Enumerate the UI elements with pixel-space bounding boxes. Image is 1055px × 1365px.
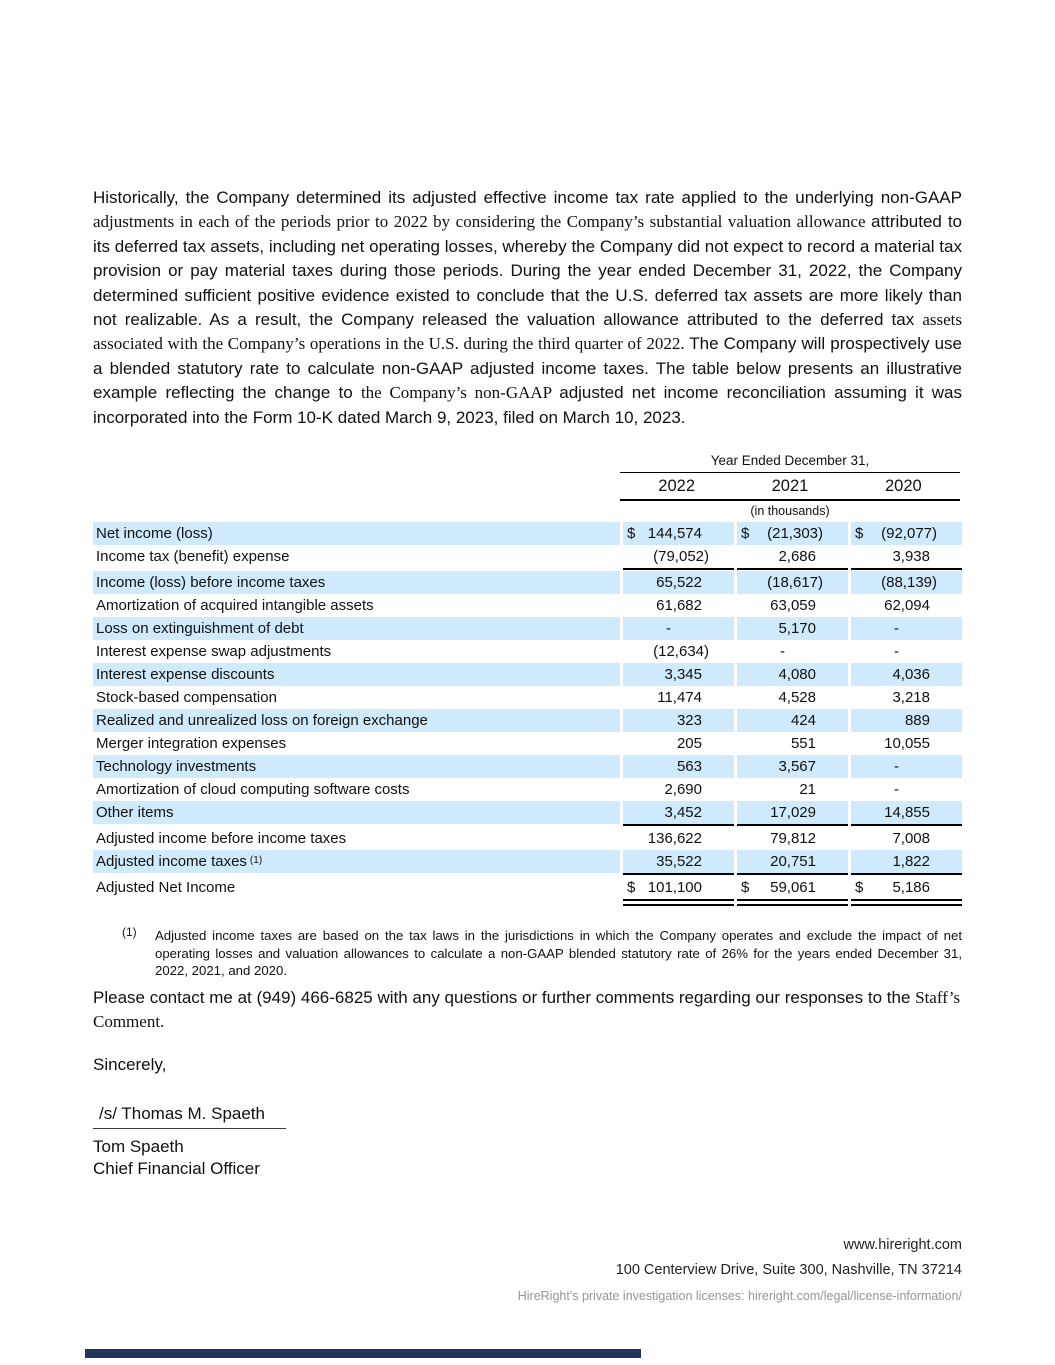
value-text: 101,100	[647, 879, 702, 896]
value-text: 3,452	[664, 804, 702, 821]
rule-segment	[851, 824, 962, 826]
table-row	[93, 663, 962, 686]
row-value	[851, 801, 962, 824]
row-value	[851, 827, 962, 850]
value-text: 5,186	[892, 879, 930, 896]
value-text: 17,029	[770, 804, 816, 821]
row-value	[851, 522, 962, 545]
value-text: 11,474	[657, 689, 702, 706]
currency-symbol: $	[627, 525, 636, 542]
row-value	[737, 709, 848, 732]
row-label: Merger integration expenses	[96, 735, 287, 752]
signature-block	[93, 1104, 286, 1180]
value-text: 563	[676, 758, 702, 775]
text-segment: attributed to its deferred tax assets, including net operating losses, whereby the Company did not expect to record a material tax provision or pay material taxes during those periods. During the year ended December 31, 2022, the Company determined sufficient positive evidence existed to conclude that the U.S. deferred tax assets are more likely than not realizable. As a result, the Company released the valuation allowance attributed to the deferred tax	[93, 212, 962, 330]
value-text: (92,077)	[881, 525, 937, 542]
financial-table	[93, 452, 962, 907]
table-row	[93, 545, 962, 568]
rule-segment	[851, 899, 962, 906]
text-segment: the Company’s non-GAAP	[360, 383, 560, 403]
row-value	[851, 617, 962, 640]
value-text: 205	[676, 735, 702, 752]
table-row	[93, 850, 962, 873]
signatory-title: Chief Financial Officer	[93, 1159, 260, 1178]
value-text: -	[894, 758, 899, 775]
row-value	[851, 732, 962, 755]
row-value	[737, 617, 848, 640]
text-segment: Historically, the Company determined its adjusted effective income tax rate applied to the underlying non-GAAP	[93, 188, 962, 207]
row-label: Interest expense discounts	[93, 663, 620, 686]
signature-rule	[93, 1128, 286, 1129]
signatory-name: Tom Spaeth	[93, 1137, 184, 1156]
row-value	[737, 686, 848, 709]
row-label: Technology investments	[93, 755, 620, 778]
value-text: 21	[799, 781, 816, 798]
row-label: Other items	[93, 801, 620, 824]
value-text: 551	[790, 735, 816, 752]
rule-segment	[737, 899, 848, 906]
footnote-text: Adjusted income taxes are based on the tax laws in the jurisdictions in which the Company operates and exclude the impact of net operating losses and valuation allowances to calculate a non-GAAP blended statutory rate of 26% for the years ended December 31, 2022, 2021, and 2020.	[155, 928, 962, 979]
table-double-rule	[93, 899, 962, 907]
closing-text: Sincerely,	[93, 1055, 167, 1074]
value-text: 61,682	[656, 597, 702, 614]
value-text: 2,690	[664, 781, 702, 798]
row-value	[623, 827, 734, 850]
table-row	[93, 594, 962, 617]
table-row	[93, 522, 962, 545]
row-label: Loss on extinguishment of debt	[93, 617, 620, 640]
row-label: Adjusted income taxes (1)	[93, 850, 620, 873]
row-label: Net income (loss)	[93, 522, 620, 545]
footer-licenses: HireRight's private investigation licenses: hireright.com/legal/license-information/	[517, 1289, 962, 1303]
row-value	[851, 640, 962, 663]
rule-segment	[623, 873, 734, 875]
row-value	[737, 850, 848, 873]
value-text: (12,634)	[653, 643, 709, 660]
row-value	[737, 663, 848, 686]
text-segment: Please contact me at (949) 466-6825 with any questions or further comments regarding our responses to the	[93, 988, 916, 1007]
row-label: Adjusted Net Income	[96, 879, 236, 896]
footer-accent-bar	[85, 1349, 641, 1358]
row-value	[851, 778, 962, 801]
year-column-2020: 2020	[884, 477, 922, 495]
currency-symbol: $	[741, 525, 750, 542]
value-text: 7,008	[892, 830, 930, 847]
value-text: 3,938	[892, 548, 930, 565]
footer-address: 100 Centerview Drive, Suite 300, Nashville, TN 37214	[615, 1262, 962, 1278]
signature-text: /s/ Thomas M. Spaeth	[99, 1104, 265, 1123]
table-period-title: Year Ended December 31,	[620, 452, 960, 473]
table-row	[93, 686, 962, 709]
footnote-reference: (1)	[249, 855, 263, 866]
financial-table-body	[93, 522, 962, 907]
row-label: Realized and unrealized loss on foreign exchange	[93, 709, 620, 732]
row-value	[623, 663, 734, 686]
row-value	[851, 594, 962, 617]
value-text: 889	[904, 712, 930, 729]
row-value	[737, 732, 848, 755]
row-value	[623, 709, 734, 732]
intro-paragraph	[93, 186, 962, 430]
row-value	[623, 617, 734, 640]
table-units-note: (in thousands)	[750, 504, 830, 518]
row-label: Amortization of cloud computing software costs	[96, 781, 410, 798]
row-value	[623, 850, 734, 873]
value-text: 1,822	[892, 853, 930, 870]
table-header	[620, 452, 960, 522]
row-value	[851, 850, 962, 873]
rule-segment	[737, 824, 848, 826]
value-text: 63,059	[770, 597, 816, 614]
row-value	[737, 594, 848, 617]
value-text: 65,522	[656, 574, 702, 591]
row-value	[737, 827, 848, 850]
currency-symbol: $	[741, 879, 750, 896]
row-value	[737, 571, 848, 594]
value-text: 424	[790, 712, 816, 729]
row-label: Adjusted income before income taxes	[96, 830, 347, 847]
currency-symbol: $	[855, 879, 864, 896]
row-value	[851, 709, 962, 732]
table-row	[93, 778, 962, 801]
rule-segment	[737, 568, 848, 570]
year-column-2022: 2022	[658, 477, 696, 495]
row-label: Income (loss) before income taxes	[93, 571, 620, 594]
row-value	[623, 778, 734, 801]
value-text: (21,303)	[767, 525, 823, 542]
row-value	[851, 876, 962, 899]
value-text: 323	[676, 712, 702, 729]
row-value	[737, 876, 848, 899]
row-value	[851, 571, 962, 594]
value-text: 3,218	[892, 689, 930, 706]
row-value	[737, 522, 848, 545]
value-text: 3,567	[778, 758, 816, 775]
value-text: 35,522	[656, 853, 702, 870]
row-value	[851, 755, 962, 778]
value-text: 2,686	[778, 548, 816, 565]
table-row	[93, 732, 962, 755]
table-years-row	[620, 473, 960, 501]
row-value	[737, 545, 848, 568]
value-text: 14,855	[884, 804, 930, 821]
rule-segment	[623, 899, 734, 906]
value-text: 4,036	[892, 666, 930, 683]
row-value	[623, 755, 734, 778]
value-text: 4,080	[778, 666, 816, 683]
value-text: 62,094	[884, 597, 930, 614]
footnote-marker: (1)	[122, 925, 137, 939]
table-row	[93, 709, 962, 732]
row-value	[737, 755, 848, 778]
row-label: Amortization of acquired intangible assets	[96, 597, 374, 614]
row-value	[737, 801, 848, 824]
value-text: 4,528	[778, 689, 816, 706]
row-value	[851, 663, 962, 686]
footnote	[122, 927, 962, 980]
footer-website: www.hireright.com	[843, 1237, 962, 1253]
currency-symbol: $	[627, 879, 636, 896]
text-segment: Staff’s Comment.	[93, 988, 961, 1032]
table-row	[93, 571, 962, 594]
text-segment: The Company will prospectively use a blended statutory rate to calculate non-GAAP adjusted income taxes. The table below presents an illustrative example reflecting the change to	[93, 334, 962, 403]
rule-segment	[623, 824, 734, 826]
row-value	[737, 778, 848, 801]
row-value	[623, 732, 734, 755]
text-segment: assets associated with the Company’s operations in the U.S. during the third quarter of 2022.	[93, 310, 962, 354]
rule-segment	[623, 568, 734, 570]
value-text: 136,622	[647, 830, 702, 847]
value-text: 10,055	[884, 735, 930, 752]
rule-segment	[851, 873, 962, 875]
page-footer	[518, 1237, 962, 1303]
value-text: -	[780, 643, 785, 660]
row-value	[623, 522, 734, 545]
table-row	[93, 640, 962, 663]
row-value	[623, 545, 734, 568]
value-text: -	[894, 620, 899, 637]
year-column-2021: 2021	[771, 477, 809, 495]
row-value	[737, 640, 848, 663]
value-text: 59,061	[770, 879, 816, 896]
row-label: Income tax (benefit) expense	[96, 548, 290, 565]
value-text: (18,617)	[767, 574, 823, 591]
row-value	[623, 594, 734, 617]
row-value	[623, 686, 734, 709]
value-text: -	[666, 620, 671, 637]
value-text: -	[894, 781, 899, 798]
table-row	[93, 755, 962, 778]
value-text: (88,139)	[881, 574, 937, 591]
contact-paragraph	[93, 986, 962, 1035]
text-segment: adjusted net income reconciliation assuming it was incorporated into the Form 10-K dated March 9, 2023, filed on March 10, 2023.	[93, 383, 963, 427]
value-text: 79,812	[770, 830, 816, 847]
rule-segment	[851, 568, 962, 570]
value-text: (79,052)	[653, 548, 709, 565]
row-value	[851, 686, 962, 709]
table-row	[93, 801, 962, 824]
table-row	[93, 876, 962, 899]
value-text: 144,574	[647, 525, 702, 542]
row-value	[623, 801, 734, 824]
rule-segment	[737, 873, 848, 875]
text-segment: adjustments in each of the periods prior to 2022 by considering the Company’s substantial valuation allowance	[93, 212, 871, 232]
value-text: -	[894, 643, 899, 660]
value-text: 3,345	[664, 666, 702, 683]
row-value	[623, 640, 734, 663]
row-value	[623, 571, 734, 594]
row-value	[623, 876, 734, 899]
row-value	[851, 545, 962, 568]
row-label: Stock-based compensation	[96, 689, 277, 706]
value-text: 5,170	[778, 620, 816, 637]
currency-symbol: $	[855, 525, 864, 542]
row-label: Interest expense swap adjustments	[96, 643, 332, 660]
table-row	[93, 617, 962, 640]
table-row	[93, 827, 962, 850]
value-text: 20,751	[770, 853, 816, 870]
